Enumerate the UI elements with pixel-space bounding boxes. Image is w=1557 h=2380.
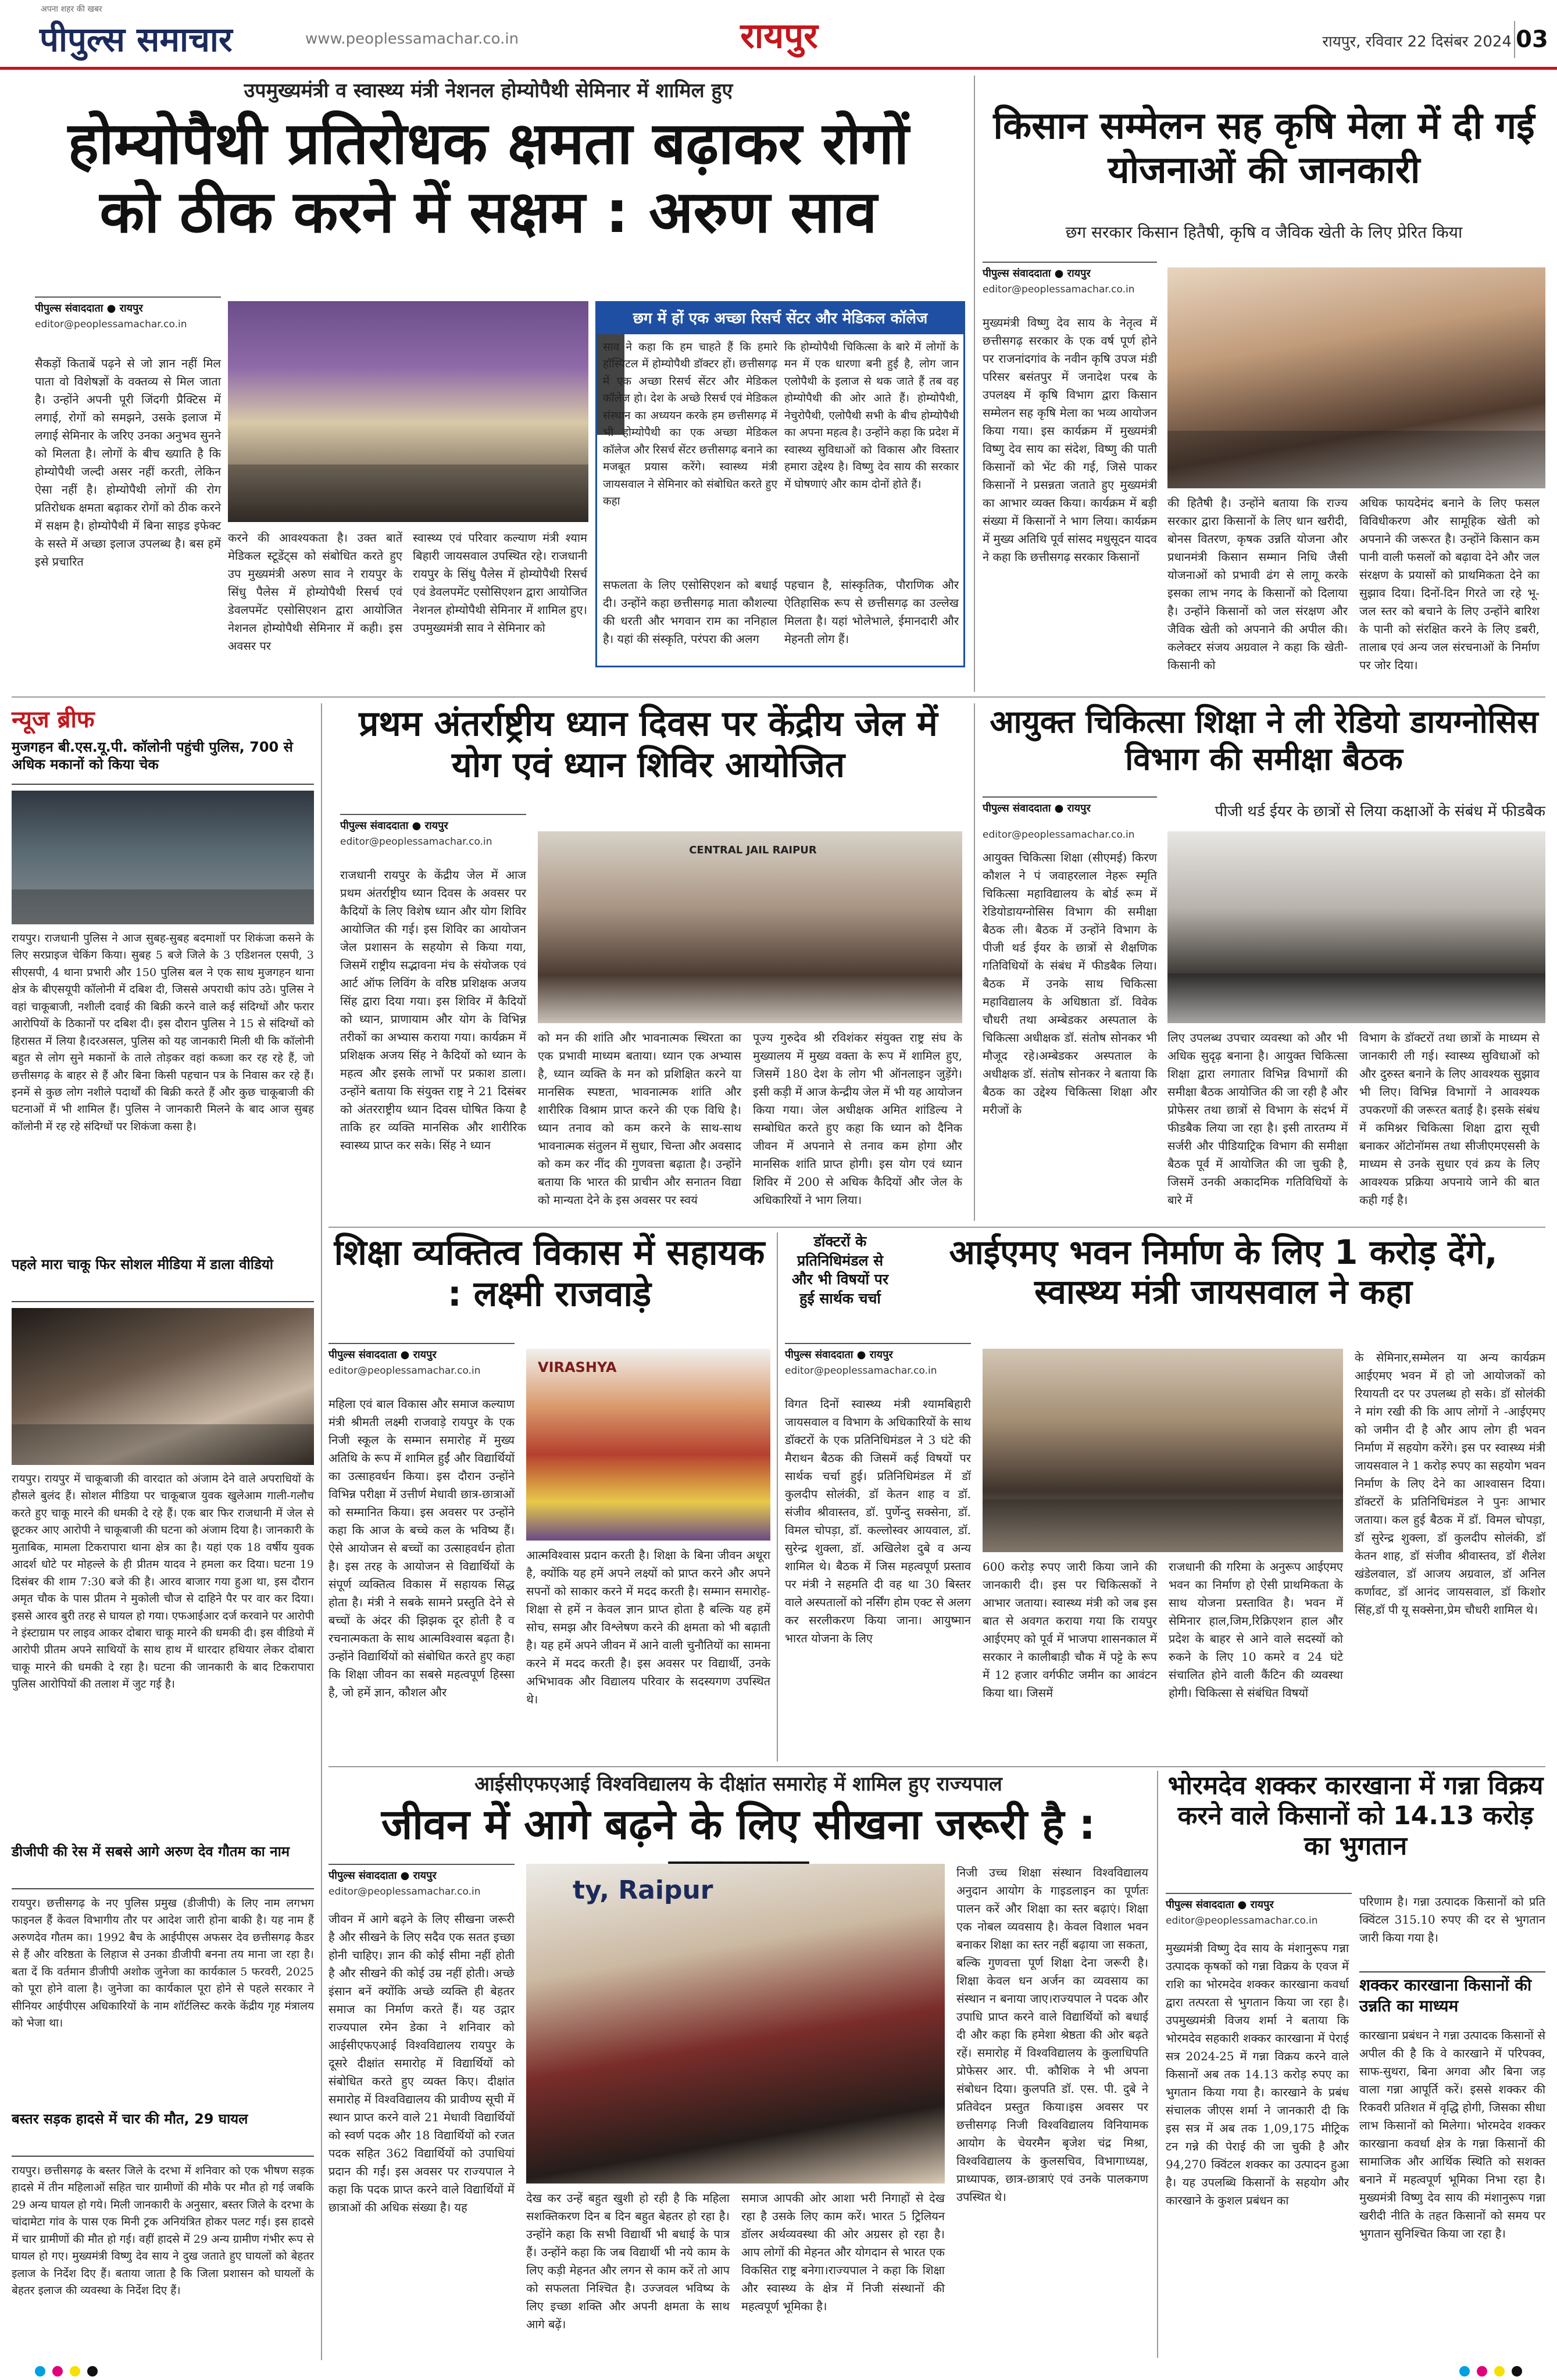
page-number: 03 — [1514, 21, 1549, 58]
email[interactable]: editor@peoplessamachar.co.in — [983, 829, 1135, 841]
story-radio-diagnosis — [983, 703, 1545, 1221]
byline: पीपुल्स संवाददाता ● रायपुर — [35, 296, 221, 315]
info-box-col: साव ने कहा कि हम चाहते हैं कि हमारे हॉस्पिटल में होम्योपैथी डॉक्टर हों। छत्तीसगढ़ में एक अच्छा रिसर्च सेंटर और मेडिकल कॉलेज हो। देश के अच्छे रिसर्च एवं मेडिकल संस्थान का अध्ययन करके हम छत्तीसगढ़ में भी होम्योपैथी का एक अच्छा मेडिकल कॉलेज और रिसर्च सेंटर छत्तीसगढ़ बनाने का मजबूत प्रयास करेंगे। स्वास्थ्य मंत्री जायसवाल ने सेमिनार को संबोधित करते हुए कहा — [603, 341, 777, 508]
photo-seminar-group — [228, 301, 588, 522]
story-headline: आयुक्त चिकित्सा शिक्षा ने ली रेडियो डायग्नोसिस विभाग की समीक्षा बैठक — [990, 703, 1538, 777]
story-headline: आईएमए भवन निर्माण के लिए 1 करोड़ देंगे, स्वास्थ्य मंत्री जायसवाल ने कहा — [949, 1232, 1498, 1312]
article-col: के सेमिनार,सम्मेलन या अन्य कार्यक्रम आईएमए भवन में हो जो आयोजकों को रियायती दर पर उपलब्ध हो सके। डॉ सोलंकी ने मांग रखी की कि आप लोगों ने -आईएमए को जमीन दी है और आप लोग ही भवन निर्माण में सहयोग करेंगे। इस पर स्वास्थ्य मंत्री जायसवाल ने 1 करोड़ रुपए का सहयोग भवन निर्माण के लिए देने का आश्वासन दिया। डॉक्टरों के प्रतिनिधिमंडल ने पुनः आभार जताया। कल हुई बैठक में डॉ. विमल चोपड़ा, डॉ सुरेन्द्र शुक्ला, डॉ कुलदीप सोलंकी, डॉ केतन शाह, डॉ संजीव श्रीवास्तव, डॉ शैलेश खंडेलवाल, डॉ आजय अग्रवाल, डॉ अनिल कर्णावट, डॉ आनंद जायसवाल, डॉ किशोर सिंह,डॉ पी यू सक्सेना,प्रेम चौधरी शामिल थे। — [1355, 1350, 1545, 1617]
article-col: विगत दिनों स्वास्थ्य मंत्री श्यामबिहारी जायसवाल व विभाग के अधिकारियों के साथ डॉक्टरों के एक प्रतिनिधिमंडल ने 3 घंटे की मैराथन बैठक की जिसमें कई विषयों पर सार्थक चर्चा हुई। प्रतिनिधिमंडल में डॉ कुलदीप सोलंकी, डॉ केतन शाह व डॉ. संजीव श्रीवास्तव, डॉ. पुर्णेन्दु सक्सेना, डॉ. विमल चोपड़ा, डॉ. कल्लोस्वर आयवाल, डॉ. सुरेन्द्र शुक्ला, डॉ. अखिलेश दुबे व अन्य शामिल थे। बैठक में जिस महत्वपूर्ण प्रस्ताव पर मंत्री ने सहमति दी वह था 30 बिस्तर वाले अस्पतालों को नर्सिंग होम एक्ट से अलग कर सरलीकरण किया जाना। आयुष्मान भारत योजना के लिए — [785, 1397, 971, 1645]
byline-block — [983, 262, 1157, 314]
byline: पीपुल्स संवाददाता ● रायपुर — [328, 1864, 515, 1882]
photo-police-check — [12, 791, 314, 924]
story-homeopathy — [12, 76, 965, 692]
article-col: आत्मविश्वास प्रदान करती है। शिक्षा के बिना जीवन अधूरा है, क्योंकि यह हमें अपने लक्ष्यों को प्राप्त करने और अपने सपनों को साकार करने में मदद करती है। सम्मान समारोह- शिक्षा से हमें न केवल ज्ञान प्राप्त होता है बल्कि यह हमें सोच, समझ और विश्लेषण करने की क्षमता को भी बढ़ाती है। यह हमें अपने जीवन में आने वाली चुनौतियों का सामना करने में मदद करती है। इस अवसर पर विद्यार्थी, उनके अभिभावक और विद्यालय परिवार के सदस्यगण उपस्थित थे। — [526, 1548, 770, 1706]
article-col: सफलता के लिए एसोसिएशन को बधाई दी। उन्होंने कहा छत्तीसगढ़ माता कौशल्या की धरती और भगवान राम का ननिहाल है। यहां की संस्कृति, परंपरा की अलग — [603, 578, 777, 646]
article-col: परिणाम है। गन्ना उत्पादक किसानों को प्रति क्विंटल 315.10 रुपए की दर से भुगतान जारी किया गया है। — [1359, 1895, 1545, 1945]
brief-text: रायपुर। छत्तीसगढ़ के बस्तर जिले के दरभा में शनिवार को एक भीषण सड़क हादसे में तीन महिलाओं सहित चार ग्रामीणों की मौके पर मौत हो गई जबकि 29 अन्य घायल हो गये। मिली जानकारी के अनुसार, बस्तर जिले के दरभा के चांदामेटा गांव के पास एक मिनी ट्रक अनियंत्रित होकर पलट गई। इस हादसे में चार ग्रामीणों की मौत हो गई। वहीं हादसे में 29 अन्य ग्रामीण गंभीर रूप से घायल हो गए। मुख्यमंत्री विष्णु देव साय ने दुख जताते हुए घायलों को बेहतर इलाज के निर्देश दिए हैं। बताया जाता है कि जिला प्रशासन को घायलों के बेहतर इलाज की व्यवस्था के निर्देश दिए हैं। — [12, 2164, 314, 2297]
article-col: मुख्यमंत्री विष्णु देव साय के नेतृत्व में छत्तीसगढ़ सरकार के एक वर्ष पूर्ण होने पर राजनांदगांव के नवीन कृषि उपज मंडी परिसर बसंतपुर में जनादेश परब के उपलक्ष्य में कृषि विभाग द्वारा किसान सम्मेलन सह कृषि मेला का भव्य आयोजन किया गया। इस कार्यक्रम में मुख्यमंत्री विष्णु देव साय का संदेश, विष्णु की पाती किसानों को भेंट की गई, जिसे पाकर किसानों ने प्रसन्नता जताते हुए मुख्यमंत्री का आभार व्यक्त किया। कार्यक्रम में बड़ी संख्या में किसानों ने भाग लिया। कार्यक्रम में मुख्य अतिथि पूर्व सांसद मधुसूदन यादव ने कहा कि छत्तीसगढ़ सरकार किसानों — [983, 316, 1157, 564]
email[interactable]: editor@peoplessamachar.co.in — [983, 284, 1135, 295]
article-col: की हितैषी है। उन्होंने बताया कि राज्य सरकार द्वारा किसानों के लिए धान खरीदी, बोनस वितरण, कृषक उन्नति योजना और प्रधानमंत्री किसान सम्मान निधि जैसी योजनाओं को प्रभावी ढंग से लागू करके इसका लाभ नगद के किसानों को दिलाया है। उन्होंने किसानों को जल संरक्षण और जैविक खेती को अपनाने की अपील की। कलेक्टर संजय अग्रवाल ने कहा कि खेती-किसानी को — [1167, 496, 1348, 672]
article-col: अधिक फायदेमंद बनाने के लिए फसल विविधीकरण और सामूहिक खेती को अपनाने की जरूरत है। उन्होंने किसान कम पानी वाली फसलों को बढ़ावा देने और जल संरक्षण के प्रयासों को प्राथमिकता देने का सुझाव दिया। दिनों-दिन गिरते जा रहे भू-जल स्तर को बचाने के लिए उन्होंने बारिश के पानी को संरक्षित करने के लिए डबरी, तालाब एवं अन्य जल संरचनाओं के निर्माण पर जोर दिया। — [1359, 496, 1540, 672]
email[interactable]: editor@peoplessamachar.co.in — [340, 836, 492, 848]
photo-banner-text: CENTRAL JAIL RAIPUR — [689, 844, 817, 856]
email[interactable]: editor@peoplessamachar.co.in — [1166, 1915, 1318, 1927]
article-col: स्वास्थ्य एवं परिवार कल्याण मंत्री श्याम बिहारी जायसवाल उपस्थित रहे। राजधानी रायपुर के सिंधु पैलेस में होम्योपैथी रिसर्च एवं डेवलपमेंट एसोसिएशन द्वारा आयोजित नेशनल होम्योपैथी सेमिनार में शामिल हुए। उपमुख्यमंत्री साव ने सेमिनार को — [413, 531, 587, 635]
article-col: मुख्यमंत्री विष्णु देव साय के मंशानुरूप गन्ना उत्पादक कृषकों को गन्ना विक्रय के एवज में राशि का भोरमदेव शक्कर कारखाना कवर्धा द्वारा तत्परता से भुगतान किया जा रहा है। उपमुख्यमंत्री विजय शर्मा ने बताया कि भोरमदेव सहकारी शक्कर कारखाना में पेराई सत्र 2024-25 में गन्ना विक्रय करने वाले किसानों अब तक 14.13 करोड़ रुपए का भुगतान किया गया है। कारखाने के प्रबंध संचालक जीएस शर्मा ने जानकारी दी कि इस सत्र में अब तक 1,09,175 मीट्रिक टन गन्ने की पेराई की जा चुकी है और 94,270 क्विंटल शक्कर का उत्पादन हुआ है। यह उपलब्धि किसानों के सहयोग और कारखाने के कुशल प्रबंधन का — [1166, 1941, 1349, 2207]
article-col: को मन की शांति और भावनात्मक स्थिरता का एक प्रभावी माध्यम बताया। ध्यान एक अभ्यास है, ध्यान व्यक्ति के मन को प्रशिक्षित करने या मानसिक स्पष्टता, भावनात्मक शांति और शारीरिक विश्राम प्राप्त करने की एक विधि है। ध्यान तनाव को कम करने के साथ-साथ भावनात्मक संतुलन में सुधार, चिन्ता और अवसाद को कम कर नींद की गुणवत्ता बढ़ाता है। उन्होंने बताया कि भारत की प्राचीन और सनातन विद्या को मान्यता देने के इस अवसर पर स्वयं — [538, 1031, 741, 1207]
story-ima-building — [785, 1232, 1545, 1761]
brief-title: मुजगहन बी.एस.यू.पी. कॉलोनी पहुंची पुलिस, 700 से अधिक मकानों को किया चेक — [12, 738, 314, 785]
byline: पीपुल्स संवाददाता ● रायपुर — [983, 262, 1157, 280]
story-kicker: उपमुख्यमंत्री व स्वास्थ्य मंत्री नेशनल होम्योपैथी सेमिनार में शामिल हुए — [244, 79, 733, 102]
brand-small: अपना शहर की खबर — [41, 5, 102, 14]
reg-mark-icon — [35, 2366, 45, 2377]
photo-ima-meeting — [983, 1349, 1343, 1552]
byline-block — [328, 1343, 515, 1389]
photo-convocation — [526, 1864, 945, 2184]
byline: पीपुल्स संवाददाता ● रायपुर — [983, 796, 1157, 815]
photo-knife-attack — [12, 1308, 314, 1465]
brand-logo: पीपुल्स समाचार — [40, 20, 233, 59]
article-col: राजधानी की गरिमा के अनुरूप आईएमए भवन का निर्माण हो ऐसी प्राथमिकता के साथ योजना प्रस्तावित है। भवन में सेमिनार हाल,जिम,रिक्रिएशन हाल और प्रदेश के बाहर से आने वाले सदस्यों को रुकने के लिए 10 कमरे व 24 घंटे संचालित होने वाली कैंटिन की व्यवस्था होगी। चिकित्सा से संबंधित विषयों — [1169, 1560, 1343, 1700]
story-headline: प्रथम अंतर्राष्ट्रीय ध्यान दिवस पर केंद्रीय जेल में योग एवं ध्यान शिविर आयोजित — [359, 703, 938, 785]
story-subhead: शक्कर कारखाना किसानों की उन्नति का माध्यम — [1359, 1971, 1545, 2024]
site-url[interactable]: www.peoplessamachar.co.in — [305, 30, 519, 48]
brief-title: डीजीपी की रेस में सबसे आगे अरुण देव गौतम का नाम — [12, 1843, 314, 1889]
article-col: पूज्य गुरुदेव श्री रविशंकर संयुक्त राष्ट्र संघ के मुख्यालय में मुख्य वक्ता के रूप में शामिल हुए, जिसमें 180 देश के लोग भी ऑनलाइन जुड़ेंगे। इसी कड़ी में आज केन्द्रीय जेल में भी यह आयोजन किया गया। जेल अधीक्षक अमित शांडिल्य ने सम्बोधित करते हुए कहा कि ध्यान को दैनिक जीवन में अपनाने से तनाव कम होगा और मानसिक शांति प्राप्त होगी। इस योग एवं ध्यान शिविर में 200 से अधिक कैदियों और जेल के अधिकारियों ने भाग लिया। — [753, 1031, 962, 1207]
byline-block — [983, 796, 1157, 820]
article-col: पहचान है, सांस्कृतिक, पौराणिक और ऐतिहासिक रूप से छत्तीसगढ़ का उल्लेख मिलता है। यहां भोलेभाले, ईमानदारी और मेहनती लोग हैं। — [784, 578, 959, 646]
email[interactable]: editor@peoplessamachar.co.in — [328, 1886, 481, 1897]
info-box — [595, 301, 965, 667]
story-convocation — [328, 1771, 1148, 2358]
brief-section-title: न्यूज ब्रीफ — [12, 706, 95, 733]
story-deck: पीजी थर्ड ईयर के छात्रों से लिया कक्षाओं के संबंध में फीडबैक — [1215, 803, 1545, 820]
issue-date: रायपुर, रविवार 22 दिसंबर 2024 — [1322, 33, 1512, 51]
byline-block — [1166, 1893, 1352, 1939]
article-col: समाज आपकी ओर आशा भरी निगाहों से देख रहा है उसके लिए काम करें। भारत 5 ट्रिलियन डॉलर अर्थव्यवस्था की ओर अग्रसर हो रहा है। आप लोगों की मेहनत और योगदान से भारत एक विकसित राष्ट्र बनेगा।राज्यपाल ने कहा कि शिक्षा और स्वास्थ्य के क्षेत्र में निजी संस्थानों की महत्वपूर्ण भूमिका है। — [741, 2191, 945, 2313]
article-col: जीवन में आगे बढ़ने के लिए सीखना जरूरी है और सीखने के लिए सदैव एक सतत इच्छा होनी चाहिए। ज्ञान की कोई सीमा नहीं होती है और सीखने की कोई उम्र नहीं होती। अच्छे इंसान बनें क्योंकि अच्छे व्यक्ति ही बेहतर समाज का निर्माण करते हैं। यह उद्गार राज्यपाल रमेन डेका ने शनिवार को आईसीएफएआई विश्वविद्यालय रायपुर के दूसरे दीक्षांत समारोह में विद्यार्थियों को संबोधित करते हुए व्यक्त किए। दीक्षांत समारोह में विश्वविद्यालय की प्रावीण्य सूची में स्थान प्राप्त करने वाले 21 मेधावी विद्यार्थियों को स्वर्ण पदक और 18 विद्यार्थियों को रजत पदक सहित 362 विद्यार्थियों को उपाधियां प्रदान की गईं। इस अवसर पर राज्यपाल ने कहा कि पदक प्राप्त करने वाले विद्यार्थियों में छात्राओं की अधिक संख्या है। यह — [328, 1912, 515, 2214]
story-kicker: आईसीएफएआई विश्वविद्यालय के दीक्षांत समारोह में शामिल हुए राज्यपाल — [474, 1773, 1002, 1796]
brief-text: रायपुर। राजधानी पुलिस ने आज सुबह-सुबह बदमाशों पर शिकंजा कसने के लिए सरप्राइज चेकिंग किया। सुबह 5 बजे जिले के 3 एडिशनल एसपी, 3 सीएसपी, 4 थाना प्रभारी और 150 पुलिस बल ने एक साथ मुजगहन थाना क्षेत्र के बीएसयूपी कॉलोनी में दबिश दी, जिससे अपराधी कांप उठे। पुलिस ने वहां चाकूबाजी, नशीली दवाई की बिक्री करने वाले कई संदिग्धों और फरार आरोपियों के ठिकानों पर दबिश दी। इस दौरान पुलिस ने 15 से संदिग्धों को हिरासत में लिया है।दरअसल, पुलिस को यह जानकारी मिली थी कि कॉलोनी बहुत से लोग सुने मकानों के ताले तोड़कर वहां कब्जा कर रह रहे हैं, जो छत्तीसगढ़ के बाहर से हैं और बिना किसी पहचान पत्र के निवास कर रहे हैं। इनमें से कुछ लोग नशीले पदार्थों की बिक्री करते हैं और कुछ चाकूबाजी की घटनाओं में भी शामिल हैं। पुलिस ने जानकारी मिलने के बाद आज सुबह कॉलोनी में रह रहे संदिग्धों पर शिकंजा कसा है। — [12, 932, 314, 1133]
brief-text: रायपुर। रायपुर में चाकूबाजी की वारदात को अंजाम देने वाले अपराधियों के हौसले बुलंद हैं। सोशल मीडिया पर चाकूबाज युवक खुलेआम गाली-गलौच करते हुए चाकू मारने की धमकी दे रहे हैं। एक बार फिर राजधानी में जेल से छूटकर आए आरोपी ने चाकूबाजी की घटना को अंजाम दिया है। जानकारी के मुताबिक, मामला टिकरापारा थाना क्षेत्र का है। यहां एक 18 वर्षीय युवक आदर्श धोटे पर मोहल्ले के ही प्रीतम यादव ने हमला कर दिया। घटना 19 दिसंबर की शाम 7:30 बजे की है। आरव बाजार गया हुआ था, इस दौरान अमृत चौक के पास प्रीतम ने मुकोली चौज से दाहिने पैर पर वार कर दिया। इससे आरव बुरी तरह से घायल हो गया। एफआईआर दर्ज करवाने पर आरोपी ने इंस्टाग्राम पर लाइव आकर दोबारा चाकू मारने की धमकी दी। इस वीडियो में आरोपी प्रीतम अपने साथियों के साथ हाथ में धारदार हथियार लेकर दोबारा चाकू मारने की धमकी दे रहा है। घटना की जानकारी के बाद टिकरापारा पुलिस आरोपियों की तलाश में जुट गई है। — [12, 1473, 314, 1691]
byline-block — [340, 814, 526, 860]
story-education — [328, 1232, 770, 1761]
info-box-title: छग में हों एक अच्छा रिसर्च सेंटर और मेडिकल कॉलेज — [597, 303, 963, 334]
photo-banner-text: VIRASHYA — [538, 1359, 617, 1375]
reg-mark-icon — [1494, 2366, 1505, 2377]
photo-banner-text: ty, Raipur — [573, 1875, 713, 1905]
story-headline: शिक्षा व्यक्तित्व विकास में सहायक : लक्ष्मी राजवाड़े — [334, 1232, 765, 1314]
photo-jail-meditation — [538, 831, 962, 1023]
brief-title: बस्तर सड़क हादसे में चार की मौत, 29 घायल — [12, 2110, 314, 2157]
article-col: सैकड़ों किताबें पढ़ने से जो ज्ञान नहीं मिल पाता वो विशेषज्ञों के वक्तव्य से मिल जाता है। उन्होंने अपनी पूरी जिंदगी प्रैक्टिस में लगाई, रोगों को समझने, उसके इलाज में लगाई सेमिनार के जरिए उनका अनुभव सुनने को मिलता है। लोगों के बीच ख्याति है कि होम्योपैथी जल्दी असर नहीं करती, लेकिन ऐसा नहीं है। होम्योपैथी लोगों की रोग प्रतिरोधक क्षमता बढ़ाकर रोगों को ठीक करने में सक्षम है। होम्योपैथी में बिना साइड इफेक्ट के सस्ते में अच्छा इलाज उपलब्ध है। बस हमें इसे प्रचारित — [35, 356, 221, 569]
registration-strip — [0, 2363, 1557, 2380]
story-kicker: डॉक्टरों के प्रतिनिधिमंडल से और भी विषयों पर हुई सार्थक चर्चा — [791, 1233, 889, 1307]
photo-school-event — [526, 1349, 770, 1541]
news-brief — [12, 703, 314, 2360]
byline: पीपुल्स संवाददाता ● रायपुर — [328, 1343, 515, 1361]
reg-mark-icon — [52, 2366, 63, 2377]
byline-block — [785, 1343, 971, 1389]
story-headline: किसान सम्मेलन सह कृषि मेला में दी गई योजनाओं की जानकारी — [993, 105, 1535, 192]
story-kisan-mela — [983, 76, 1545, 692]
article-col: देख कर उन्हें बहुत खुशी हो रही है कि महिला सशक्तिकरण दिन ब दिन बहुत बेहतर हो रहा है। उन्होंने कहा कि सभी विद्यार्थी भी बधाई के पात्र हैं। उन्होंने कहा कि जब विद्यार्थी भी नये काम के लिए कड़ी मेहनत और लगन से काम करें तो आप को सफलता निश्चित है। उज्जवल भविष्य के लिए इच्छा शक्ति और अपनी क्षमता के साथ आगे बढ़ें। — [526, 2191, 730, 2331]
article-col: महिला एवं बाल विकास और समाज कल्याण मंत्री श्रीमती लक्ष्मी राजवाड़े रायपुर के एक निजी स्कूल के सम्मान समारोह में मुख्य अतिथि के रूप में शामिल हुईं और विद्यार्थियों का उत्साहवर्धन किया। इस दौरान उन्होंने विभिन्न परीक्षा में उत्तीर्ण मेधावी छात्र-छात्राओं को सम्मानित किया। इस अवसर पर उन्होंने कहा कि आज के बच्चे कल के भविष्य हैं। ऐसे आयोजन से बच्चों का उत्साहवर्धन होता है। इस तरह के आयोजन से विद्यार्थियों के संपूर्ण व्यक्तित्व विकास में सहायक सिद्ध होता है। मंत्री ने सबके सामने प्रस्तुति देने से बच्चों के अंदर की झिझक दूर होती है व रचनात्मकता के साथ आत्मविश्वास बढ़ता है। उन्होंने विद्यार्थियों को संबोधित करते हुए कहा कि शिक्षा जीवन का सबसे महत्वपूर्ण हिस्सा है, जो हमें ज्ञान, कौशल और — [328, 1397, 515, 1699]
photo-kisan-event — [1167, 267, 1545, 488]
reg-mark-icon — [1512, 2366, 1522, 2377]
brief-text: रायपुर। छत्तीसगढ़ के नए पुलिस प्रमुख (डीजीपी) के लिए नाम लगभग फाइनल हैं केवल विभागीय तौर पर आदेश जारी होना बाकी है। यह नाम हैं अरुणदेव गौतम का। 1992 बैच के आईपीएस अफसर देव छत्तीसगढ़ कैडर से हैं और वरिष्ठता के लिहाज से उनका डीजीपी बनना तय माना जा रहा है। बता दें कि वर्तमान डीजीपी अशोक जुनेजा का कार्यकाल 5 फरवरी, 2025 को पूरा होने वाला है। जुनेजा का कार्यकाल पूरा होने से पहले सरकार ने सीनियर आईपीएस अधिकारियों के नाम शॉर्टलिस्ट करके केंद्रीय गृह मंत्रालय को भेजा था। — [12, 1897, 314, 2030]
article-col: राजधानी रायपुर के केंद्रीय जेल में आज प्रथम अंतर्राष्ट्रीय ध्यान दिवस के अवसर पर कैदियों के लिए विशेष ध्यान और योग शिविर आयोजित की गई। इस शिविर का आयोजन जेल प्रशासन के सहयोग से किया गया, जिसमें राष्ट्रीय सद्भावना मंच के संयोजक एवं आर्ट ऑफ लिविंग के वरिष्ठ प्रशिक्षक अजय सिंह द्वारा दिया गया। इस शिविर में कैदियों को ध्यान, प्राणायाम और योग के विभिन्न तरीकों का अभ्यास कराया गया। कार्यक्रम में प्रशिक्षक अजय सिंह ने कैदियों को ध्यान के महत्व और इसके लाभों पर प्रकाश डाला। उन्होंने बताया कि संयुक्त राष्ट्र ने 21 दिसंबर को अंतरराष्ट्रीय ध्यान दिवस घोषित किया है ताकि हर व्यक्ति मानसिक और शारीरिक स्वास्थ्य प्राप्त कर सके। सिंह ने ध्यान — [340, 868, 526, 1152]
article-col: कारखाना प्रबंधन ने गन्ना उत्पादक किसानों से अपील की है कि वे कारखाने में परिपक्व, साफ-सुथरा, बिना अगवा और बिना जड़ वाला गन्ना आपूर्ति करें। इससे शक्कर की रिकवरी प्रतिशत में वृद्धि होगी, जिसका सीधा लाभ किसानों को मिलेगा। भोरमदेव शक्कर कारखाना कवर्धा क्षेत्र के गन्ना किसानों की सामाजिक और आर्थिक स्थिति को सशक्त बनाने में महत्वपूर्ण भूमिका निभा रहा है। मुख्यमंत्री विष्णु देव साय की मंशानुरूप गन्ना खरीदी नीति के तहत किसानों को समय पर भुगतान सुनिश्चित किया जा रहा है। — [1359, 2028, 1545, 2240]
byline: पीपुल्स संवाददाता ● रायपुर — [340, 814, 526, 832]
email[interactable]: editor@peoplessamachar.co.in — [328, 1365, 481, 1377]
masthead — [0, 0, 1557, 70]
story-deck: छग सरकार किसान हितैषी, कृषि व जैविक खेती के लिए प्रेरित किया — [1065, 223, 1463, 242]
article-col: लिए उपलब्ध उपचार व्यवस्था को और भी अधिक सुदृढ़ बनाना है। आयुक्त चिकित्सा शिक्षा द्वारा लगातार विभिन्न विभागों की समीक्षा बैठक आयोजित की जा रही है और प्रोफेसर तथा छात्रों से विभाग के संदर्भ में फीडबैक लिया जा रहा है। इसी तारतम्य में सर्जरी और पीडियाट्रिक विभाग की समीक्षा बैठक पूर्व में आयोजित की जा चुकी है, जिसमें उनकी अकादमिक गतिविधियों के बारे में — [1167, 1031, 1348, 1207]
reg-mark-icon — [87, 2366, 98, 2377]
article-col: विभाग के डॉक्टरों तथा छात्रों के माध्यम से जानकारी ली गई। स्वास्थ्य सुविधाओं को और दुरुस्त बनाने के लिए आवश्यक सुझाव भी लिए। विभिन्न विभागों ने आवश्यक उपकरणों की जरूरत बताई है। इसके संबंध में कमिश्नर चिकित्सा शिक्षा द्वारा सूची बनाकर ऑटोनॉमस तथा सीजीएमएससी के माध्यम से उनके सुधार एवं क्रय के लिए आवश्यक प्रक्रिया अपनाये जाने की बात कही गई है। — [1359, 1031, 1540, 1207]
article-col: 600 करोड़ रुपए जारी किया जाने की जानकारी दी। इस पर चिकित्सकों ने आभार जताया। स्वास्थ्य मंत्री को जब इस बात से अवगत कराया गया कि रायपुर आईएमए को पूर्व में भाजपा शासनकाल में सरकार ने कालीबाड़ी चौक में पट्टे के रूप में 12 हजार वर्गफीट जमीन का आवंटन किया था। जिसमें — [983, 1560, 1157, 1700]
story-jail-meditation — [328, 703, 968, 1221]
article-col: निजी उच्च शिक्षा संस्थान विश्वविद्यालय अनुदान आयोग के गाइडलाइन का पूर्णतः पालन करें और शिक्षा का स्तर बढ़ाएं। शिक्षा एक नोबल व्यवसाय है। केवल विशाल भवन बनाकर शिक्षा का स्तर नहीं बढ़ाया जा सकता, बल्कि गुणवत्ता पूर्ण शिक्षा देना जरूरी है। शिक्षा केवल धन अर्जन का व्यवसाय का संस्थान न बनाया जाए।राज्यपाल ने पदक और उपाधि प्राप्त करने वाले विद्यार्थियों को बधाई दी और कहा कि हमेशा श्रेष्ठता की ओर बढ़ते रहें। समारोह में विश्वविद्यालय के कुलाधिपति प्रोफेसर आर. पी. कौशिक ने भी अपना संबोधन दिया। कुलपति डॉ. एस. पी. दुबे ने प्रतिवेदन प्रस्तुत किया।इस अवसर पर छत्तीसगढ़ निजी विश्वविद्यालय विनियामक आयोग के चेयरमैन बृजेश चंद्र मिश्रा, विश्वविद्यालय के कुलसचिव, विभागाध्यक्ष, प्राध्यापक, छात्र-छात्राएं एवं उनके पालकगण उपस्थित थे। — [956, 1866, 1148, 2204]
story-sugar-mill — [1166, 1771, 1545, 2358]
article-col: आयुक्त चिकित्सा शिक्षा (सीएमई) किरण कौशल ने पं जवाहरलाल नेहरू स्मृति चिकित्सा महाविद्यालय के बोर्ड रूम में रेडियोडायग्नोसिस विभाग की समीक्षा बैठक ली। बैठक में उन्होंने विभाग के पीजी थर्ड ईयर के छात्रों से शैक्षणिक गतिविधियों के संबंध में फीडबैक लिया। बैठक में उनके साथ चिकित्सा महाविद्यालय के अधिष्ठाता डॉ. विवेक चौधरी तथा अम्बेडकर अस्पताल के चिकित्सा अधीक्षक डॉ. संतोष सोनकर भी मौजूद रहे।अम्बेडकर अस्पताल के अधीक्षक डॉ. संतोष सोनकर ने बताया कि बैठक का उद्देश्य चिकित्सा शिक्षा और मरीजों के — [983, 850, 1157, 1117]
story-headline: होम्योपैथी प्रतिरोधक क्षमता बढ़ाकर रोगों को ठीक करने में सक्षम : अरुण साव — [67, 109, 909, 246]
byline: पीपुल्स संवाददाता ● रायपुर — [785, 1343, 971, 1361]
reg-mark-icon — [70, 2366, 80, 2377]
brief-title: पहले मारा चाकू फिर सोशल मीडिया में डाला वीडियो — [12, 1256, 314, 1302]
byline-block — [328, 1864, 515, 1910]
photo-review-meeting — [1167, 831, 1545, 1023]
email[interactable]: editor@peoplessamachar.co.in — [35, 319, 187, 330]
email[interactable]: editor@peoplessamachar.co.in — [785, 1365, 937, 1377]
byline-block — [35, 296, 221, 349]
city-label: रायपुर — [740, 16, 818, 56]
info-box-col: कि होम्योपैथी चिकित्सा के बारे में लोगों के मन में एक धारणा बनी हुई है, लोग जान एलोपैथी के इलाज से थक जाते हैं तब वह होम्योपैथी की ओर आते हैं। होम्योपैथी, नेचुरोपैथी, एलोपैथी सभी के बीच होम्योपैथी का अपना महत्व है। उन्होंने कहा कि प्रदेश में स्वास्थ्य सुविधाओं को विकास और विस्तार हमारा उद्देश्य है। विष्णु देव साय की सरकार में घोषणाएं और काम दोनों होते हैं। — [784, 341, 959, 491]
article-col: करने की आवश्यकता है। उक्त बातें मेडिकल स्टूडेंट्स को संबोधित करते हुए उप मुख्यमंत्री अरुण साव ने रायपुर के सिंधु पैलेस में होम्योपैथी रिसर्च एवं डेवलपमेंट एसोसिएशन द्वारा आयोजित नेशनल होम्योपैथी सेमिनार में कही। इस अवसर पर — [228, 531, 402, 653]
reg-mark-icon — [1477, 2366, 1487, 2377]
story-headline: जीवन में आगे बढ़ने के लिए सीखना जरूरी है : — [381, 1800, 1096, 1849]
byline: पीपुल्स संवाददाता ● रायपुर — [1166, 1893, 1352, 1911]
reg-mark-icon — [1459, 2366, 1470, 2377]
story-headline: भोरमदेव शक्कर कारखाना में गन्ना विक्रय करने वाले किसानों को 14.13 करोड़ का भुगतान — [1167, 1771, 1544, 1861]
